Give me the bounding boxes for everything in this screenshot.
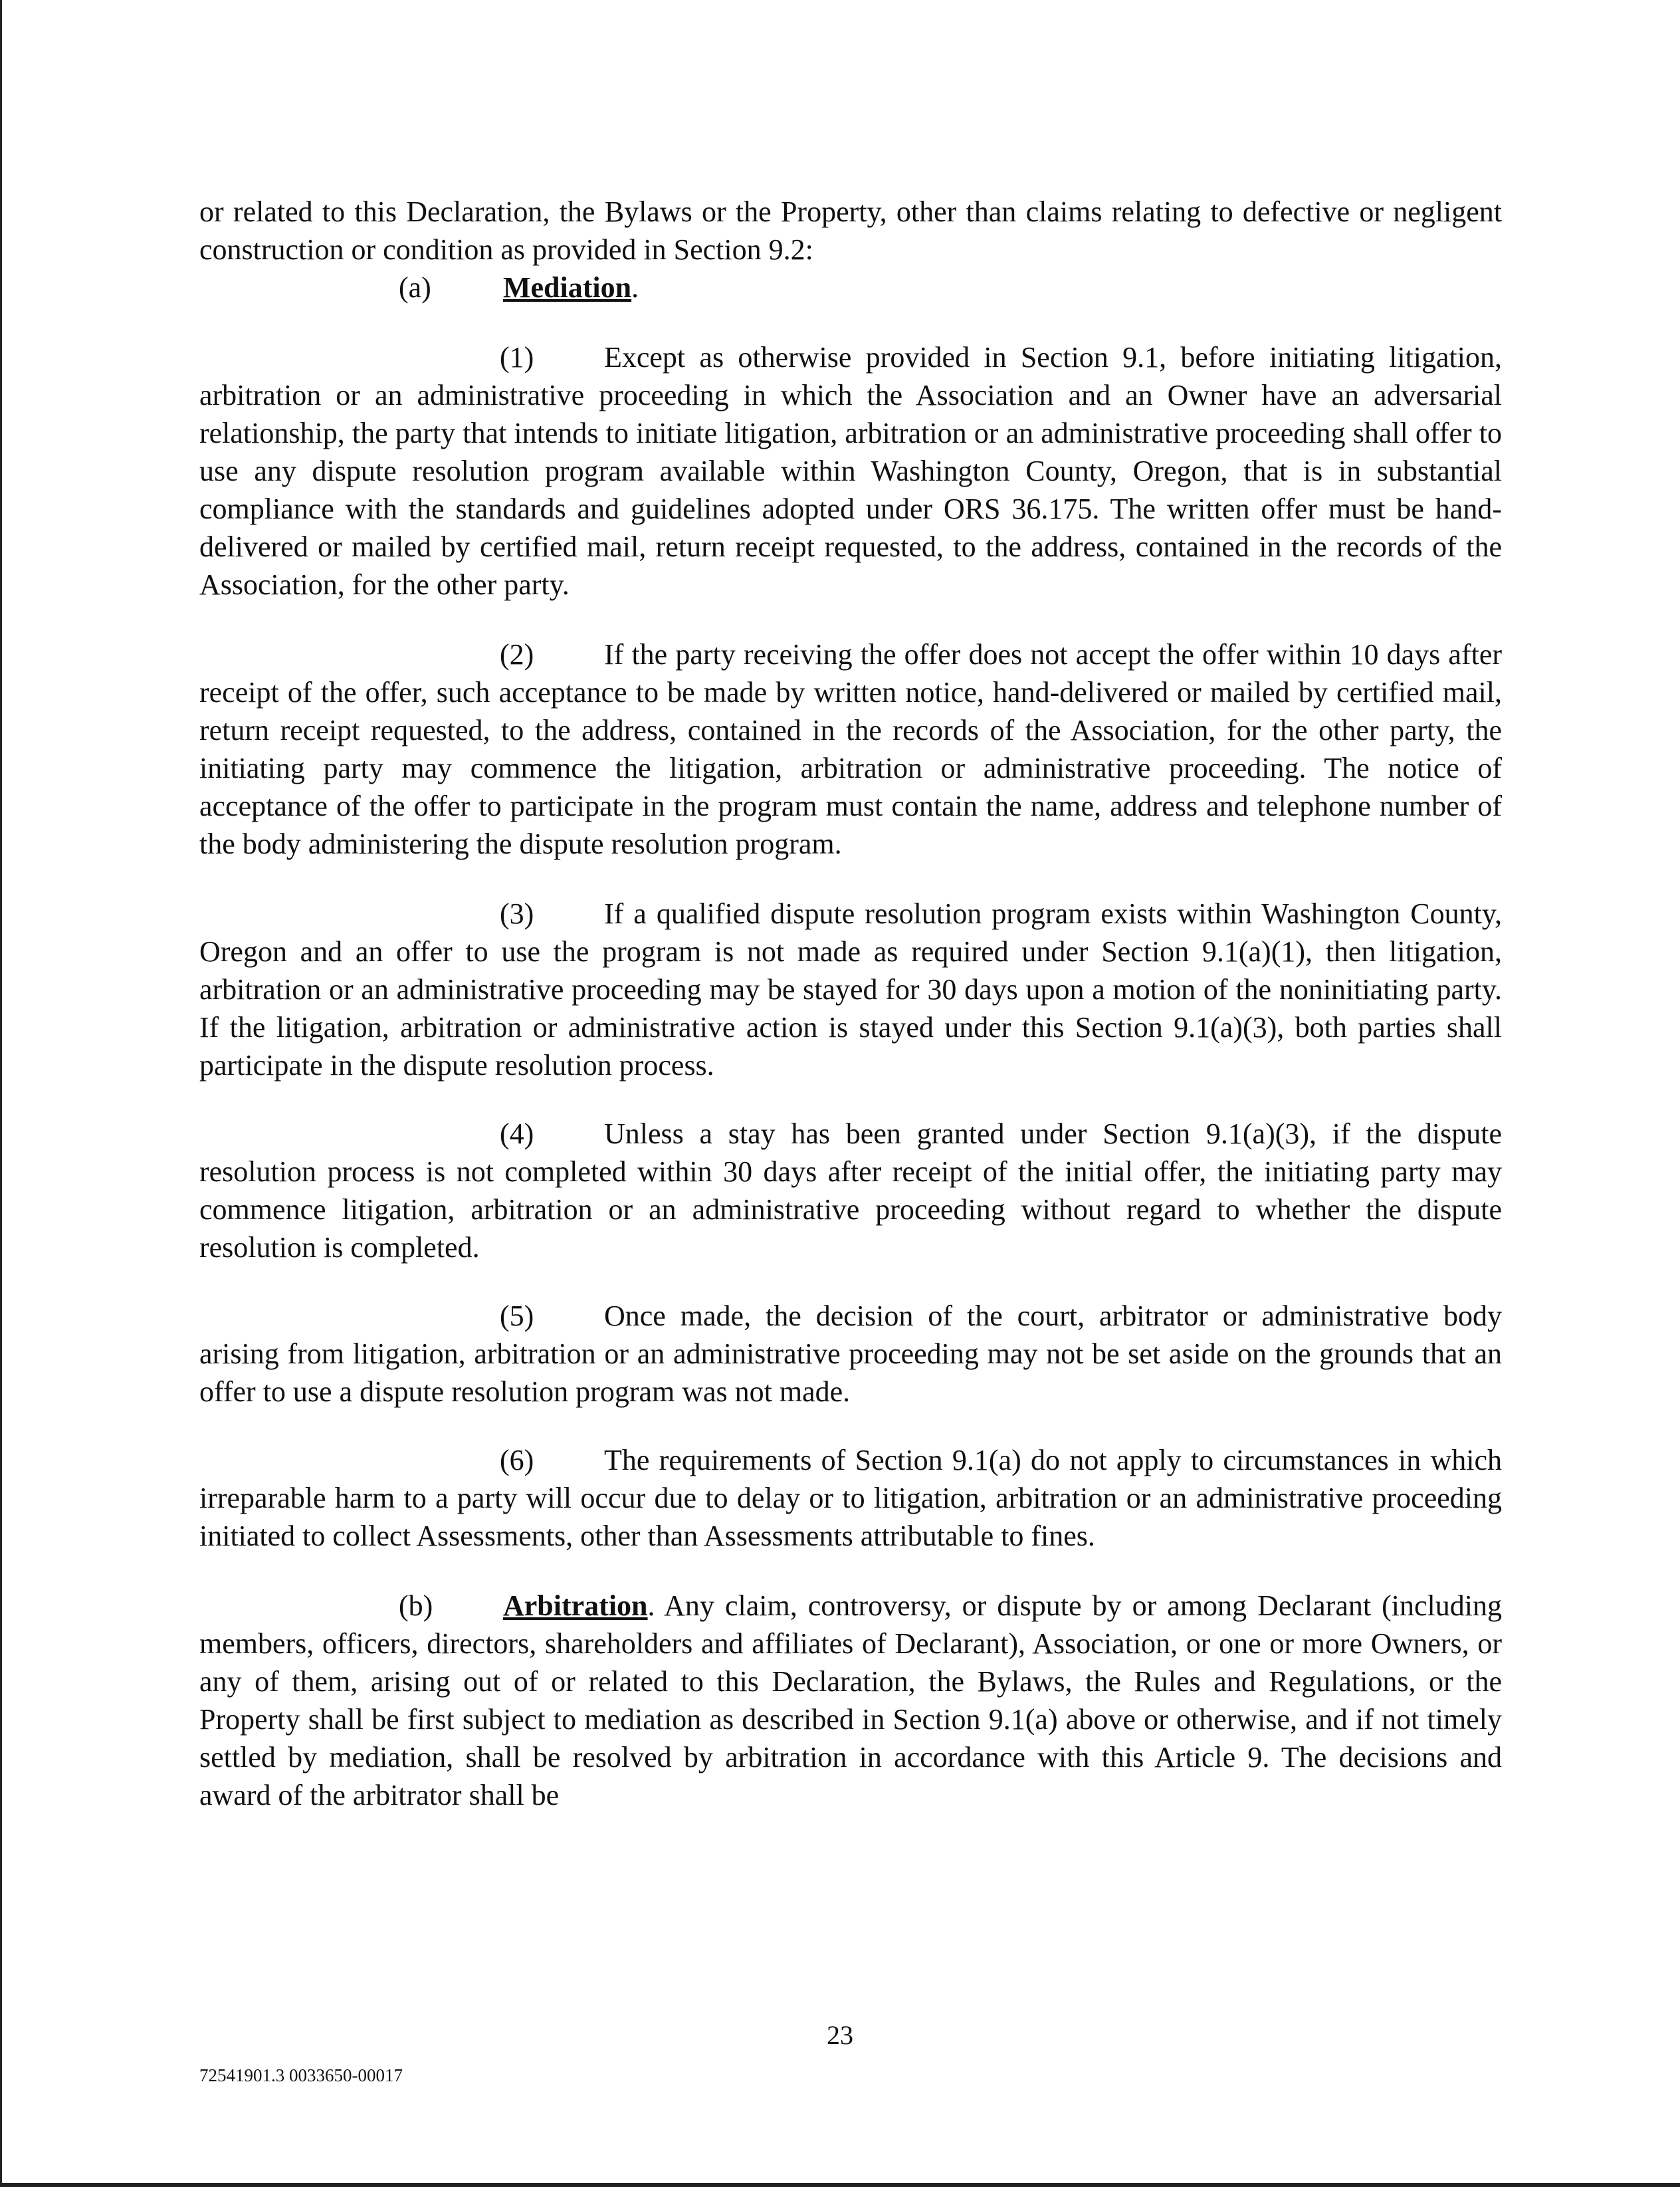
mediation-item-3 (199, 895, 1502, 1084)
scan-bottom-edge (0, 2183, 1680, 2187)
section-b-text: . Any claim, controversy, or dispute by or among Declarant (including members, officers, directors, shareholders and affiliates of Declarant), Association, or one or more Owners, or any of them, arising out of or related to this Declaration, the Bylaws, the Rules and Regulations, or the Property shall be first subject to mediation as described in Section 9.1(a) above or otherwise, and if not timely settled by mediation, shall be resolved by arbitration in accordance with this Article 9. The decisions and award of the arbitrator shall be (199, 1589, 1502, 1811)
mediation-item-1 (199, 338, 1502, 604)
mediation-item-6 (199, 1441, 1502, 1555)
intro-paragraph: or related to this Declaration, the Bylaws or the Property, other than claims relating to defective or negligent construction or condition as provided in Section 9.2: (199, 195, 1502, 266)
section-a-label: (a) (399, 271, 431, 304)
item-text: Unless a stay has been granted under Section 9.1(a)(3), if the dispute resolution process is not completed within 30 days after receipt of the initial offer, the initiating party may commence litigation, arbitration or an administrative proceeding without regard to whether the dispute resolution is completed. (199, 1117, 1502, 1264)
document-id-footer: 72541901.3 0033650-00017 (199, 2065, 403, 2085)
item-label: (1) (500, 341, 534, 374)
section-b-title: Arbitration (503, 1589, 648, 1622)
mediation-item-2 (199, 635, 1502, 863)
item-text: Once made, the decision of the court, arbitrator or administrative body arising from litigation, arbitration or an administrative proceeding may not be set aside on the grounds that an offer to use a dispute resolution program was not made. (199, 1300, 1502, 1408)
item-label: (5) (500, 1300, 534, 1332)
item-label: (6) (500, 1444, 534, 1476)
mediation-item-5 (199, 1297, 1502, 1411)
section-a-title-suffix: . (631, 271, 639, 304)
item-text: If the party receiving the offer does not accept the offer within 10 days after receipt of the offer, such acceptance to be made by written notice, hand-delivered or mailed by certified mail, return receipt requested, to the address, contained in the records of the Association, for the other party, the initiating party may commence the litigation, arbitration or administrative proceeding. The notice of acceptance of the offer to participate in the program must contain the name, address and telephone number of the body administering the dispute resolution program. (199, 638, 1502, 860)
item-label: (4) (500, 1117, 534, 1150)
item-text: If a qualified dispute resolution program exists within Washington County, Oregon and an offer to use the program is not made as required under Section 9.1(a)(1), then litigation, arbitration or an administrative proceeding may be stayed for 30 days upon a motion of the noninitiating party. If the litigation, arbitration or administrative action is stayed under this Section 9.1(a)(3), both parties shall participate in the dispute resolution process. (199, 897, 1502, 1082)
arbitration-paragraph (199, 1587, 1502, 1814)
page-number: 23 (827, 2020, 853, 2050)
section-b-label: (b) (399, 1589, 433, 1622)
item-text: The requirements of Section 9.1(a) do not apply to circumstances in which irreparable harm to a party will occur due to delay or to litigation, arbitration or an administrative proceeding initiated to collect Assessments, other than Assessments attributable to fines. (199, 1444, 1502, 1552)
item-text: Except as otherwise provided in Section 9.1, before initiating litigation, arbitration or an administrative proceeding in which the Association and an Owner have an adversarial relationship, the party that intends to initiate litigation, arbitration or an administrative proceeding shall offer to use any dispute resolution program available within Washington County, Oregon, that is in substantial compliance with the standards and guidelines adopted under ORS 36.175. The written offer must be hand-delivered or mailed by certified mail, return receipt requested, to the address, contained in the records of the Association, for the other party. (199, 341, 1502, 601)
mediation-item-4 (199, 1115, 1502, 1266)
document-page (199, 193, 1502, 1814)
item-label: (2) (500, 638, 534, 671)
section-a-title: Mediation (503, 271, 632, 304)
item-label: (3) (500, 897, 534, 930)
scan-left-edge (0, 0, 2, 2187)
section-a-heading (199, 269, 1502, 306)
